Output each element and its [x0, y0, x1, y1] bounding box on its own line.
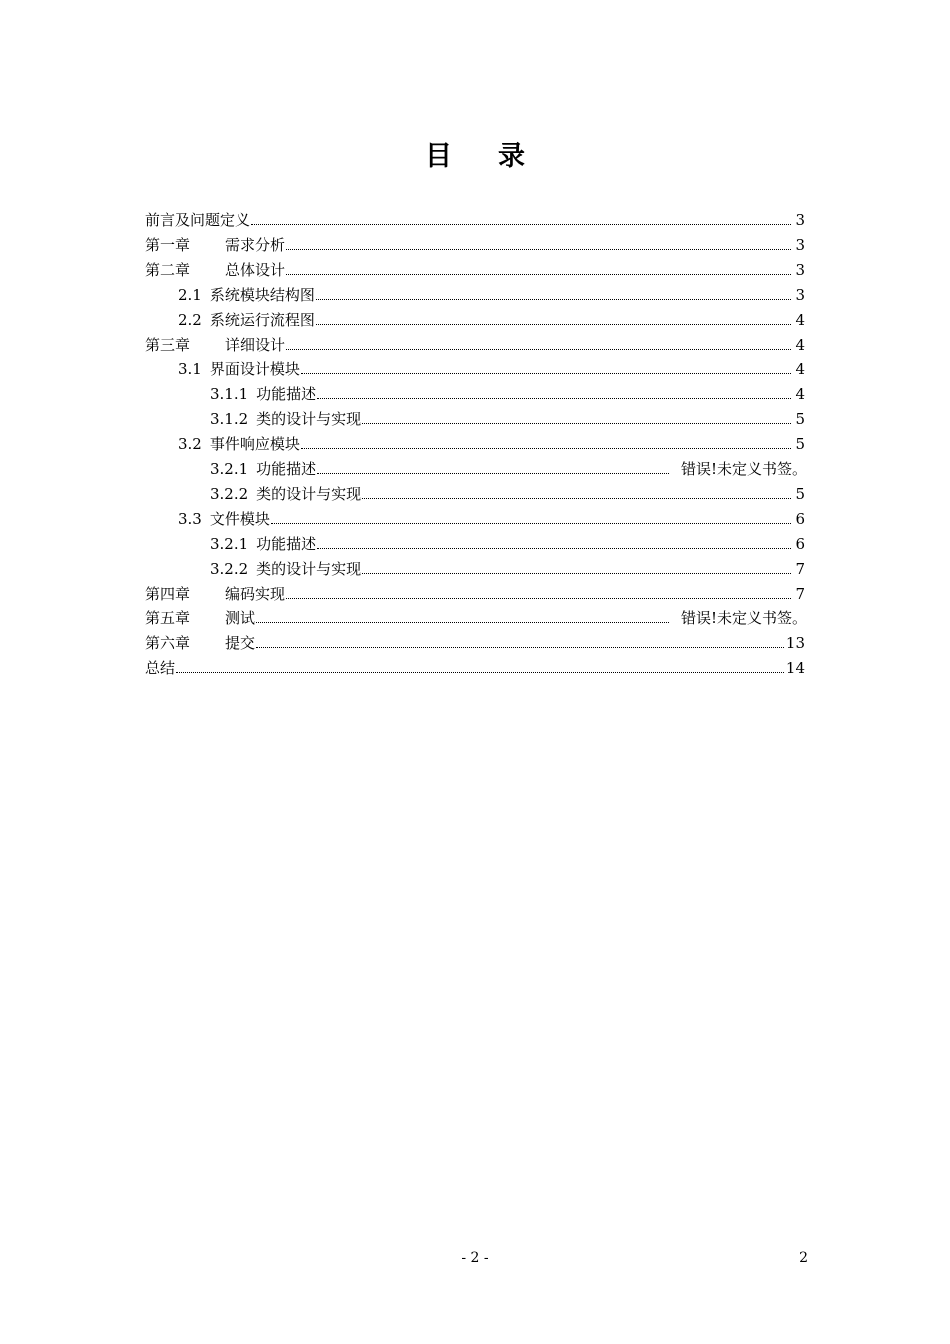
toc-entry-number: 3.2.1	[210, 534, 249, 553]
toc-dot-leader	[286, 596, 791, 599]
toc-entry-number: 第二章	[145, 260, 191, 279]
toc-entry-number: 第五章	[145, 609, 191, 628]
toc-dot-leader	[316, 297, 791, 300]
toc-dot-leader	[251, 222, 791, 225]
toc-entry-text: 功能描述	[256, 534, 317, 553]
toc-entry-text: 提交	[225, 634, 256, 653]
toc-entry-number: 3.2	[178, 435, 202, 454]
toc-entry[interactable]	[178, 285, 805, 305]
toc-entry-page: 7	[795, 559, 805, 578]
toc-entry[interactable]	[178, 509, 805, 529]
toc-entry-page: 5	[795, 484, 805, 503]
toc-entry-page: 6	[795, 534, 805, 553]
toc-dot-leader	[256, 645, 784, 648]
toc-entry[interactable]	[210, 384, 805, 404]
toc-entry-label	[178, 359, 300, 379]
toc-entry-number: 第六章	[145, 634, 191, 653]
toc-entry[interactable]	[210, 409, 805, 429]
toc-dot-leader	[316, 322, 791, 325]
toc-entry-label	[210, 559, 361, 579]
toc-entry[interactable]	[210, 484, 805, 504]
toc-entry-text: 总结	[145, 659, 176, 678]
toc-dot-leader	[317, 396, 791, 399]
toc-entry-label	[178, 509, 270, 529]
toc-entry-page: 13	[785, 634, 805, 653]
toc-entry-page: 4	[795, 310, 805, 329]
toc-entry-page: 错误!未定义书签。	[680, 460, 807, 478]
toc-entry[interactable]	[145, 235, 805, 255]
toc-entry-label	[145, 235, 285, 255]
toc-dot-leader	[317, 471, 669, 474]
toc-entry-page: 错误!未定义书签。	[680, 609, 807, 628]
toc-dot-leader	[286, 272, 791, 275]
toc-entry-label	[145, 335, 285, 355]
toc-entry-number: 2.2	[178, 310, 202, 329]
toc-entry-page: 3	[795, 260, 805, 279]
toc-entry[interactable]	[178, 310, 805, 330]
toc-entry-label	[145, 658, 175, 678]
toc-entry-text: 类的设计与实现	[256, 484, 362, 503]
toc-dot-leader	[301, 446, 791, 449]
toc-entry-text: 功能描述	[256, 385, 317, 404]
toc-entry-page: 7	[795, 584, 805, 603]
toc-entry-label	[145, 210, 250, 230]
toc-entry-page: 4	[795, 360, 805, 379]
title-char-2: 录	[498, 141, 525, 172]
toc-entry[interactable]	[145, 633, 805, 653]
toc-entry-number: 2.1	[178, 285, 202, 304]
toc-entry[interactable]	[145, 658, 805, 678]
toc-dot-leader	[301, 371, 791, 374]
toc-entry-label	[210, 409, 361, 429]
title-char-1: 目	[425, 141, 452, 172]
toc-entry-label	[210, 459, 316, 479]
toc-entry-text: 系统运行流程图	[209, 310, 315, 329]
toc-entry-number: 3.3	[178, 509, 202, 528]
toc-dot-leader	[271, 521, 791, 524]
toc-entry[interactable]	[210, 534, 805, 554]
toc-entry[interactable]	[210, 559, 805, 579]
toc-entry-text: 功能描述	[256, 460, 317, 478]
toc-entry-number: 第三章	[145, 335, 191, 354]
toc-entry-text: 前言及问题定义	[145, 211, 251, 229]
page-title	[0, 134, 950, 173]
toc-dot-leader	[362, 496, 791, 499]
toc-entry-label	[145, 260, 285, 280]
toc-entry-page: 3	[795, 235, 805, 254]
toc-entry-text: 系统模块结构图	[209, 285, 315, 304]
toc-entry[interactable]	[178, 434, 805, 454]
toc-entry[interactable]	[145, 260, 805, 280]
toc-entry-text: 需求分析	[225, 235, 286, 254]
footer-corner-number: 2	[799, 1250, 808, 1266]
toc-entry-text: 总体设计	[225, 260, 286, 279]
toc-entry-number: 3.1.1	[210, 385, 249, 404]
toc-entry-label	[145, 608, 255, 628]
toc-entry-page: 5	[795, 410, 805, 429]
toc-entry-number: 第四章	[145, 584, 191, 603]
toc-entry-text: 详细设计	[225, 335, 286, 354]
toc-entry-number: 第一章	[145, 235, 191, 254]
toc-entry-page: 3	[795, 285, 805, 304]
toc-entry-text: 类的设计与实现	[256, 559, 362, 578]
toc-entry-page: 4	[795, 385, 805, 404]
toc-entry[interactable]	[145, 584, 805, 604]
toc-entry-label	[178, 434, 300, 454]
toc-entry-label	[210, 534, 316, 554]
toc-entry-page: 6	[795, 509, 805, 528]
toc-entry-page: 3	[795, 211, 805, 229]
toc-entry-text: 文件模块	[209, 509, 270, 528]
toc-entry-page: 4	[795, 335, 805, 354]
toc-dot-leader	[286, 347, 791, 350]
toc-entry[interactable]	[178, 359, 805, 379]
toc-entry-page: 5	[795, 435, 805, 454]
toc-entry-number: 3.2.2	[210, 484, 249, 503]
toc-entry[interactable]	[210, 459, 807, 479]
toc-entry-number: 3.1	[178, 360, 202, 379]
toc-entry[interactable]	[145, 335, 805, 355]
toc-entry-number: 3.1.2	[210, 410, 249, 429]
footer-page-label: - 2 -	[461, 1250, 489, 1266]
toc-entry[interactable]	[145, 608, 807, 628]
toc-entry-text: 编码实现	[225, 584, 286, 603]
toc-dot-leader	[362, 421, 791, 424]
toc-dot-leader	[286, 247, 791, 250]
toc-dot-leader	[317, 546, 791, 549]
toc-entry-label	[210, 384, 316, 404]
toc-entry-text: 界面设计模块	[209, 360, 300, 379]
toc-entry-label	[210, 484, 361, 504]
toc-dot-leader	[362, 571, 791, 574]
toc-entry[interactable]	[145, 210, 805, 230]
toc-entry-label	[145, 633, 255, 653]
toc-entry-number: 3.2.1	[210, 460, 249, 478]
toc-dot-leader	[176, 670, 784, 673]
toc-entry-text: 事件响应模块	[209, 435, 300, 454]
toc-entry-label	[178, 285, 315, 305]
toc-entry-text: 测试	[225, 609, 256, 628]
toc-dot-leader	[256, 620, 669, 623]
toc-entry-text: 类的设计与实现	[256, 410, 362, 429]
toc-entry-label	[145, 584, 285, 604]
toc-entry-page: 14	[785, 659, 805, 678]
toc-entry-number: 3.2.2	[210, 559, 249, 578]
toc-entry-label	[178, 310, 315, 330]
